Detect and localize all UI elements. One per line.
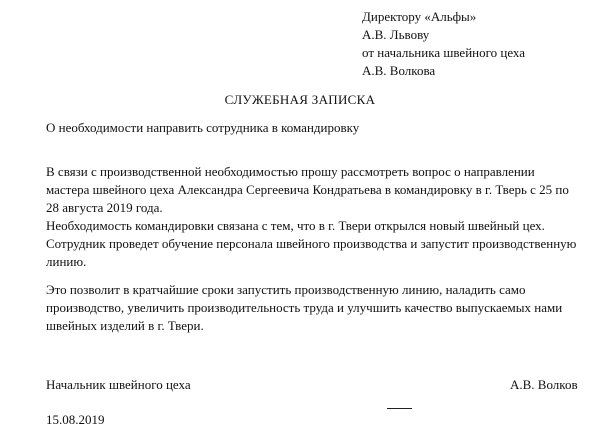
- paragraph2-line2: Сотрудник проведет обучение персонала швейного производства и запустит производственную: [46, 236, 577, 251]
- document-date: 15.08.2019: [46, 412, 105, 427]
- signature-line: [387, 408, 412, 409]
- addressee-line-from: от начальника швейного цеха: [362, 45, 526, 60]
- paragraph1-line1: В связи с производственной необходимостью прошу рассмотреть вопрос о направлении: [46, 164, 535, 179]
- addressee-line-sender: А.В. Волкова: [362, 63, 436, 78]
- addressee-line-director: Директору «Альфы»: [362, 9, 477, 24]
- subject-line: О необходимости направить сотрудника в командировку: [46, 120, 360, 135]
- addressee-line-name: А.В. Львову: [362, 27, 430, 42]
- paragraph3-line1: Это позволит в кратчайшие сроки запустить производственную линию, наладить само: [46, 282, 526, 297]
- document-title: СЛУЖЕБНАЯ ЗАПИСКА: [224, 92, 376, 107]
- signature-position: Начальник швейного цеха: [46, 377, 191, 392]
- paragraph2-line3: линию.: [46, 254, 87, 269]
- signature-name: А.В. Волков: [510, 377, 578, 392]
- paragraph3-line2: производство, увеличить производительность труда и улучшить качество выпускаемых нами: [46, 300, 563, 315]
- paragraph3-line3: швейных изделий в г. Твери.: [46, 318, 204, 333]
- paragraph2-line1: Необходимость командировки связана с тем, что в г. Твери открылся новый швейный цех.: [46, 218, 545, 233]
- paragraph1-line2: мастера швейного цеха Александра Сергеевича Кондратьева в командировку в г. Тверь с 25 по: [46, 182, 569, 197]
- paragraph1-line3: 28 августа 2019 года.: [46, 200, 163, 215]
